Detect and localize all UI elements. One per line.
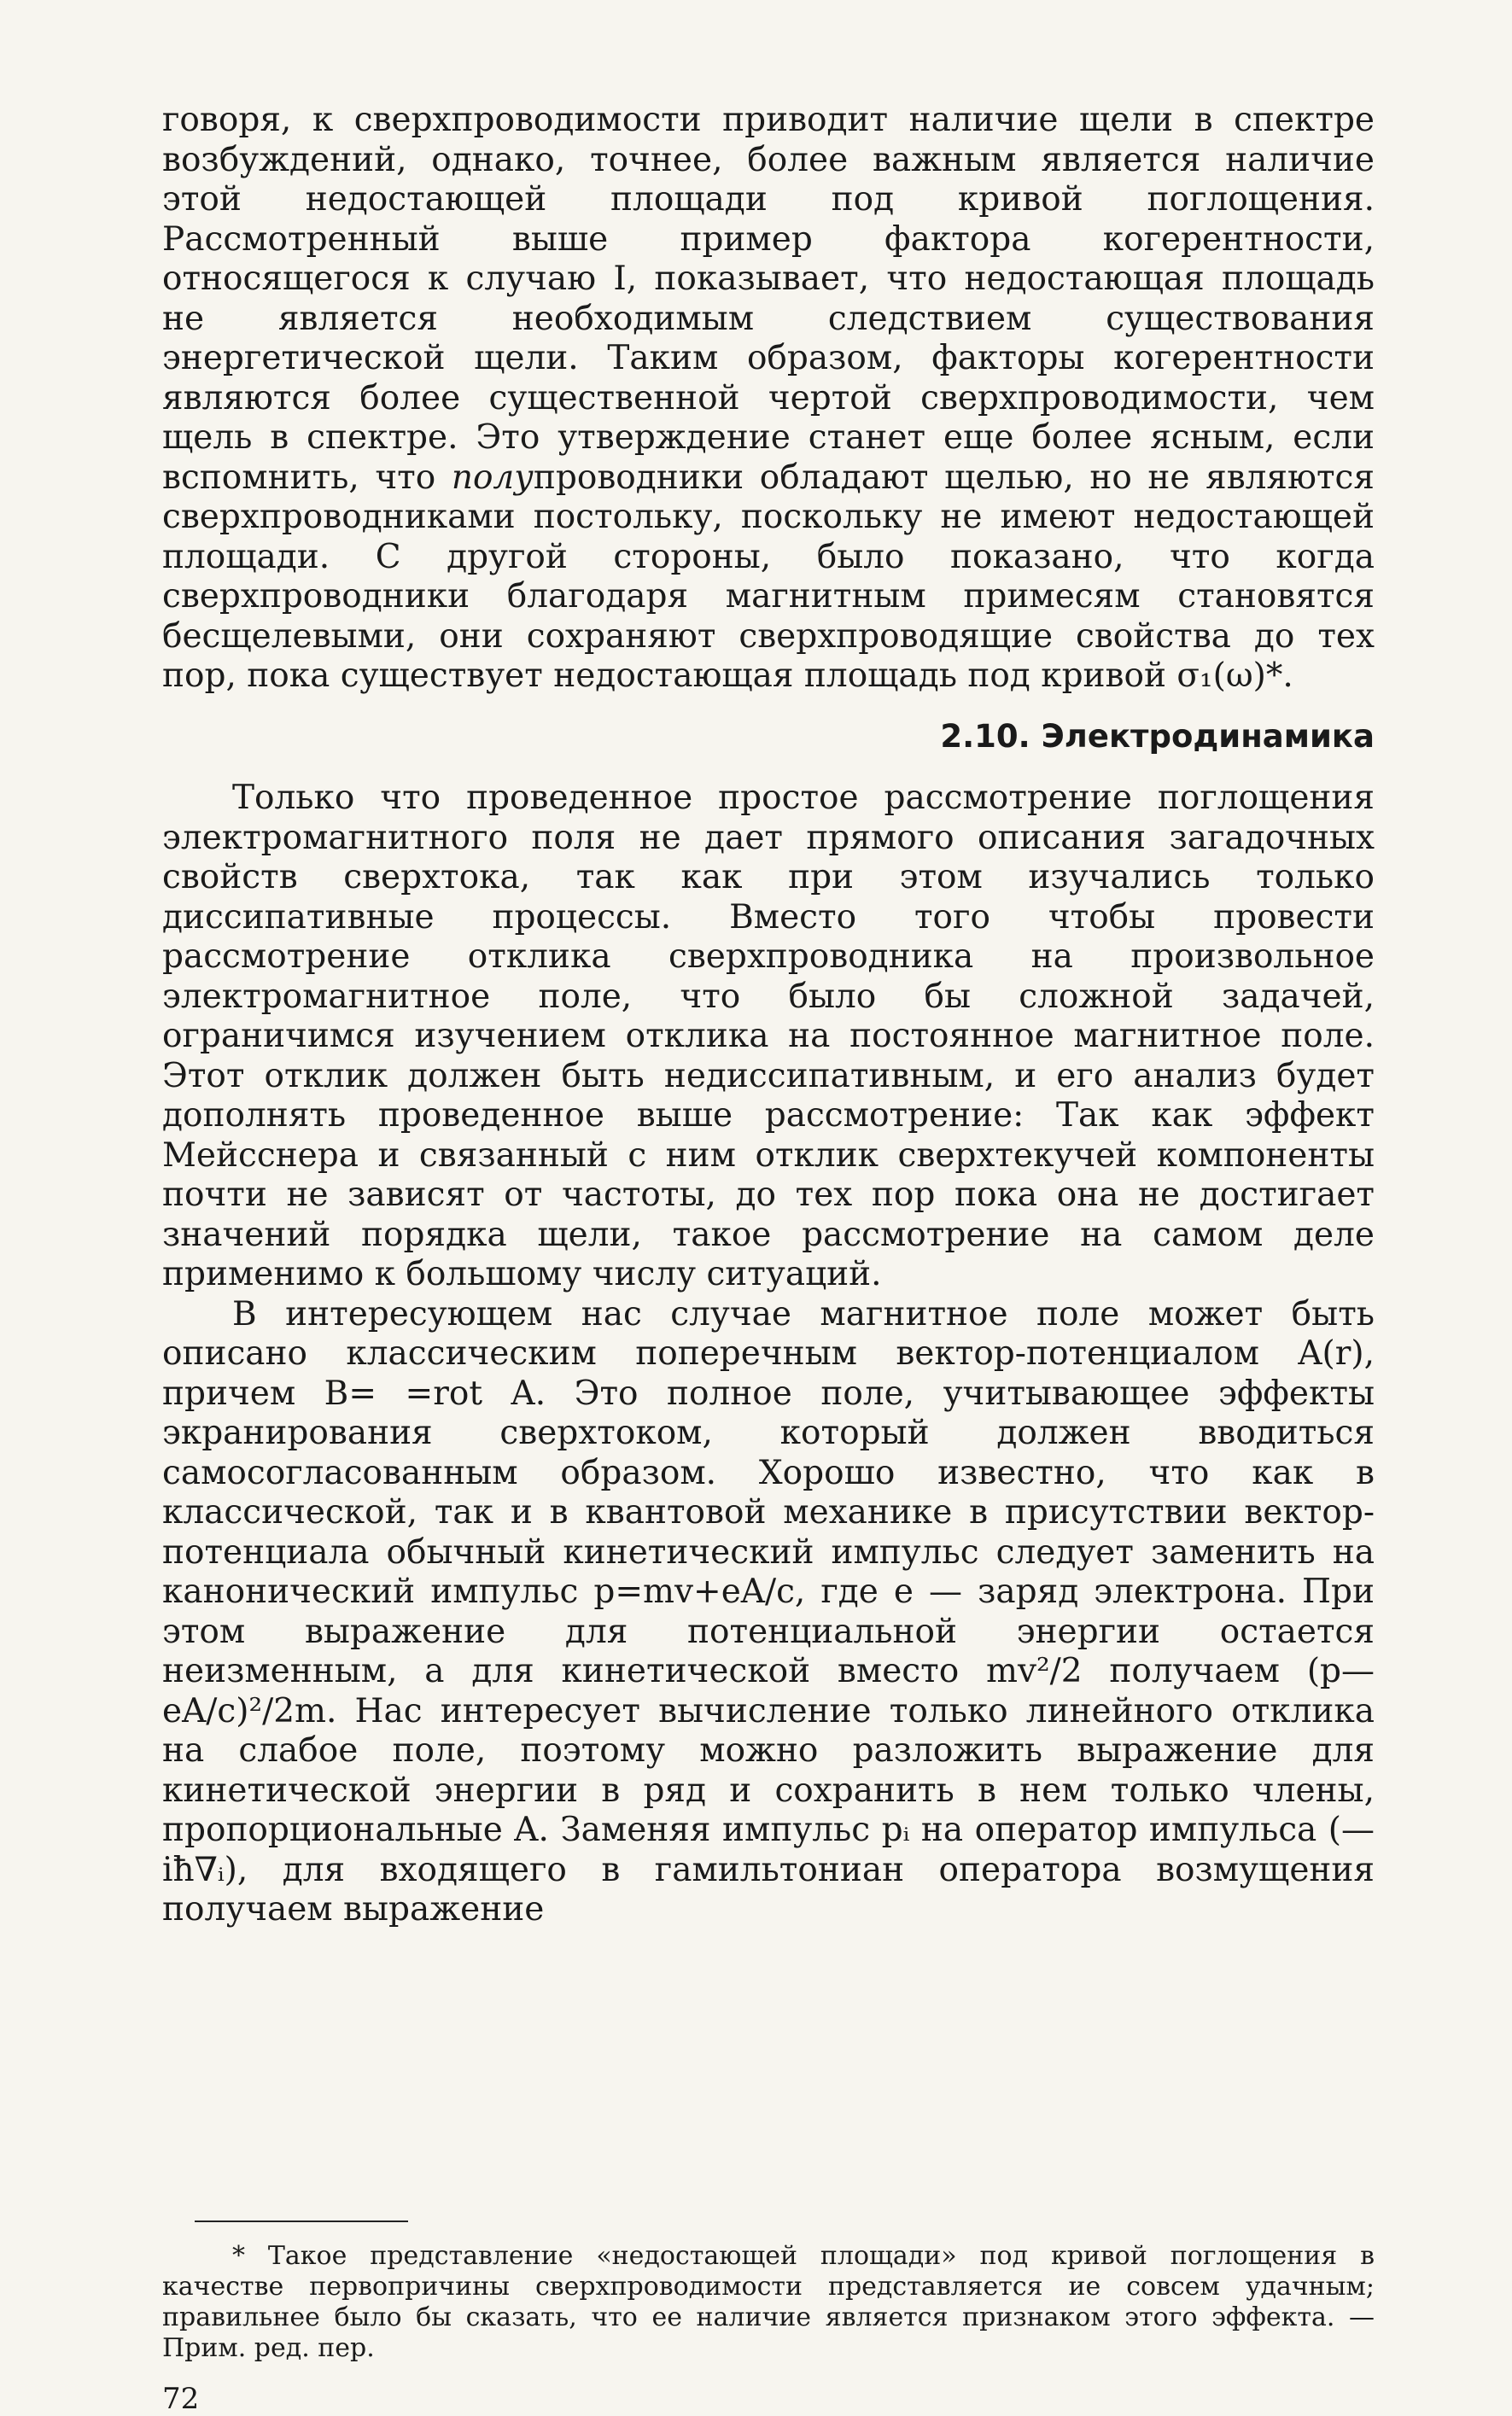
page-number: 72 (162, 2382, 200, 2416)
top-paragraph-emphasis: полу (451, 458, 534, 497)
top-paragraph (162, 101, 1375, 697)
main-text-block (162, 779, 1375, 1930)
top-text-block (162, 101, 1375, 697)
section-heading: 2.10. Электродинамика (940, 718, 1375, 755)
footnote-divider (195, 2221, 408, 2222)
top-paragraph-part-1: говоря, к сверхпроводимости приводит наличие щели в спектре возбуждений, однако, точнее, более важным является наличие этой недостающей площади под кривой поглощения. Рассмотренный выше пример фактора когерентности, относящегося к случаю I, показывает, что недостающая площадь не является необходимым следствием существования энергетической щели. Таким образом, факторы когерентности являются более существенной чертой сверхпроводимости, чем щель в спектре. Это утверждение станет еще более ясным, если вспомнить, что (162, 101, 1375, 497)
paragraph-electrodynamics-2: В интересующем нас случае магнитное поле может быть описано классическим поперечным вектор-потенциалом A(r), причем B= =rot A. Это полное поле, учитывающее эффекты экранирования сверхтоком, который должен вводиться самосогласованным образом. Хорошо известно, что как в классической, так и в квантовой механике в присутствии вектор-потенциала обычный кинетический импульс следует заменить на канонический импульс p=mv+eA/c, где e — заряд электрона. При этом выражение для потенциальной энергии остается неизменным, а для кинетической вместо mv²/2 получаем (p—eA/c)²/2m. Нас интересует вычисление только линейного отклика на слабое поле, поэтому можно разложить выражение для кинетической энергии в ряд и сохранить в нем только члены, пропорциональные A. Заменяя импульс pᵢ на оператор импульса (—iħ∇ᵢ), для входящего в гамильтониан оператора возмущения получаем выражение (162, 1294, 1375, 1929)
footnote: * Такое представление «недостающей площади» под кривой поглощения в качестве первопричины сверхпроводимости представляется ие совсем удачным; правильнее было бы сказать, что ее наличие является признаком этого эффекта. — Прим. ред. пер. (162, 2241, 1375, 2363)
top-paragraph-part-2: проводники обладают щелью, но не являются сверхпроводниками постольку, поскольку не имеют недостающей площади. С другой стороны, было показано, что когда сверхпроводники благодаря магнитным примесям становятся бесщелевыми, они сохраняют сверхпроводящие свойства до тех пор, пока существует недостающая площадь под кривой σ₁(ω)*. (162, 458, 1375, 695)
paragraph-electrodynamics-1: Только что проведенное простое рассмотрение поглощения электромагнитного поля не дает прямого описания загадочных свойств сверхтока, так как при этом изучались только диссипативные процессы. Вместо того чтобы провести рассмотрение отклика сверхпроводника на произвольное электромагнитное поле, что было бы сложной задачей, ограничимся изучением отклика на постоянное магнитное поле. Этот отклик должен быть недиссипативным, и его анализ будет дополнять проведенное выше рассмотрение: Так как эффект Мейсснера и связанный с ним отклик сверхтекучей компоненты почти не зависят от частоты, до тех пор пока она не достигает значений порядка щели, такое рассмотрение на самом деле применимо к большому числу ситуаций. (162, 779, 1375, 1293)
